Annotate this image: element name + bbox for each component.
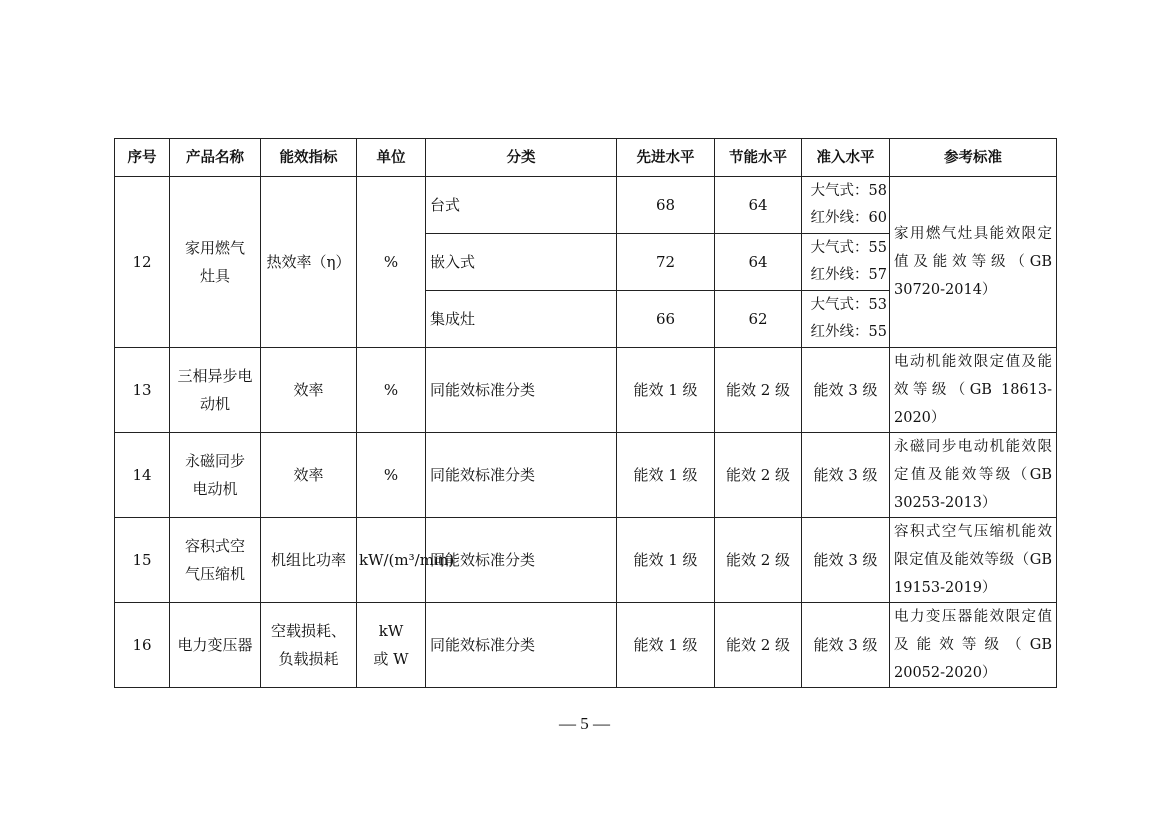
cell-entry <box>802 177 890 234</box>
cell-saving: 62 <box>715 291 802 348</box>
cell-category: 同能效标准分类 <box>426 348 617 433</box>
cell-advanced: 能效 1 级 <box>617 518 715 603</box>
cell-name: 家用燃气灶具 <box>170 177 261 348</box>
cell-saving: 能效 2 级 <box>715 518 802 603</box>
cell-category: 同能效标准分类 <box>426 603 617 688</box>
cell-name: 容积式空气压缩机 <box>170 518 261 603</box>
cell-category: 同能效标准分类 <box>426 433 617 518</box>
cell-no: 12 <box>115 177 170 348</box>
cell-name: 三相异步电动机 <box>170 348 261 433</box>
cell-indicator: 机组比功率 <box>261 518 357 603</box>
cell-saving: 能效 2 级 <box>715 433 802 518</box>
cell-saving: 64 <box>715 234 802 291</box>
cell-saving: 能效 2 级 <box>715 348 802 433</box>
cell-reference: 容积式空气压缩机能效限定值及能效等级（GB 19153-2019） <box>890 518 1057 603</box>
cell-reference: 电动机能效限定值及能效等级（GB 18613-2020） <box>890 348 1057 433</box>
header-entry: 准入水平 <box>802 139 890 177</box>
cell-reference: 家用燃气灶具能效限定值及能效等级（GB 30720-2014） <box>890 177 1057 348</box>
cell-entry: 能效 3 级 <box>802 518 890 603</box>
cell-advanced: 66 <box>617 291 715 348</box>
cell-category: 同能效标准分类 <box>426 518 617 603</box>
cell-unit: kW/(m³/min) <box>357 518 426 603</box>
cell-name: 电力变压器 <box>170 603 261 688</box>
cell-category: 台式 <box>426 177 617 234</box>
energy-efficiency-table <box>114 138 1057 688</box>
cell-advanced: 能效 1 级 <box>617 348 715 433</box>
cell-unit: % <box>357 177 426 348</box>
cell-entry <box>802 291 890 348</box>
header-category: 分类 <box>426 139 617 177</box>
cell-no: 15 <box>115 518 170 603</box>
header-unit: 单位 <box>357 139 426 177</box>
cell-entry: 能效 3 级 <box>802 348 890 433</box>
cell-reference: 电力变压器能效限定值及能效等级（GB 20052-2020） <box>890 603 1057 688</box>
cell-entry: 能效 3 级 <box>802 433 890 518</box>
cell-entry <box>802 234 890 291</box>
header-saving: 节能水平 <box>715 139 802 177</box>
cell-entry: 能效 3 级 <box>802 603 890 688</box>
cell-indicator: 热效率（η） <box>261 177 357 348</box>
cell-no: 14 <box>115 433 170 518</box>
cell-advanced: 能效 1 级 <box>617 603 715 688</box>
cell-indicator: 效率 <box>261 348 357 433</box>
page-number: — 5 — <box>559 714 610 733</box>
header-row <box>115 139 1057 177</box>
cell-advanced: 能效 1 级 <box>617 433 715 518</box>
entry-line: 大气式：53 <box>810 297 887 313</box>
table-row <box>115 177 1057 234</box>
entry-line: 红外线：57 <box>810 267 887 283</box>
cell-advanced: 68 <box>617 177 715 234</box>
header-indicator: 能效指标 <box>261 139 357 177</box>
table-row <box>115 348 1057 433</box>
cell-no: 16 <box>115 603 170 688</box>
entry-line: 红外线：55 <box>810 324 887 340</box>
cell-indicator: 空载损耗、负载损耗 <box>261 603 357 688</box>
header-reference: 参考标准 <box>890 139 1057 177</box>
cell-no: 13 <box>115 348 170 433</box>
cell-unit: % <box>357 348 426 433</box>
header-name: 产品名称 <box>170 139 261 177</box>
header-no: 序号 <box>115 139 170 177</box>
cell-unit: kW 或 W <box>357 603 426 688</box>
cell-indicator: 效率 <box>261 433 357 518</box>
cell-saving: 64 <box>715 177 802 234</box>
entry-line: 大气式：58 <box>810 183 887 199</box>
table-row <box>115 518 1057 603</box>
header-advanced: 先进水平 <box>617 139 715 177</box>
table-row <box>115 433 1057 518</box>
cell-unit: % <box>357 433 426 518</box>
entry-line: 红外线：60 <box>810 210 887 226</box>
cell-reference: 永磁同步电动机能效限定值及能效等级（GB 30253-2013） <box>890 433 1057 518</box>
cell-category: 集成灶 <box>426 291 617 348</box>
cell-category: 嵌入式 <box>426 234 617 291</box>
table-row <box>115 603 1057 688</box>
cell-name: 永磁同步电动机 <box>170 433 261 518</box>
cell-saving: 能效 2 级 <box>715 603 802 688</box>
cell-advanced: 72 <box>617 234 715 291</box>
entry-line: 大气式：55 <box>810 240 887 256</box>
